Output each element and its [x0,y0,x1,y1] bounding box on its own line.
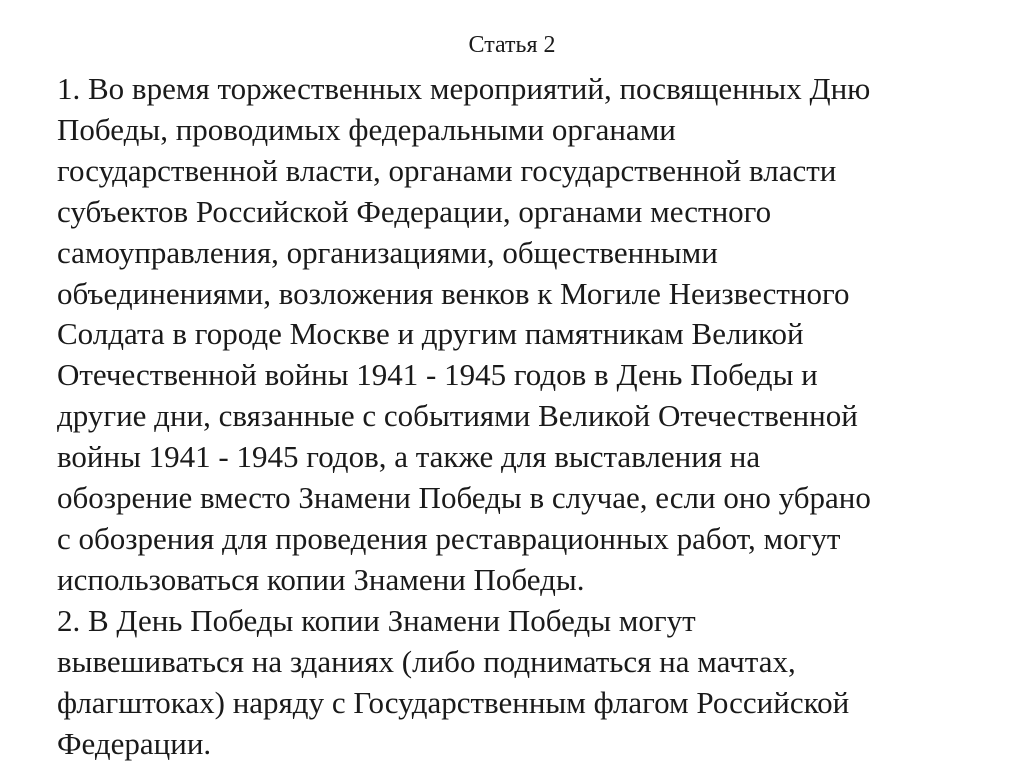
article-line: Федерации. [57,725,212,761]
article-line: субъектов Российской Федерации, органами местного [57,193,772,229]
article-line: объединениями, возложения венков к Могиле Неизвестного [57,275,850,311]
article-line: флагштоках) наряду с Государственным флагом Российской [57,684,850,720]
article-title: Статья 2 [468,32,556,58]
article-line: государственной власти, органами государственной власти [57,152,837,188]
article-line: войны 1941 - 1945 годов, а также для выставления на [57,439,761,475]
article-line: Победы, проводимых федеральными органами [57,111,676,147]
article-line: самоуправления, организациями, общественными [57,234,718,270]
article-line: использоваться копии Знамени Победы. [57,561,585,597]
article-line: 1. Во время торжественных мероприятий, посвященных Дню [57,71,871,106]
article-line: Солдата в городе Москве и другим памятникам Великой [57,316,804,352]
article-line: с обозрения для проведения реставрационных работ, могут [57,520,841,556]
article-line: Отечественной войны 1941 - 1945 годов в День Победы и [57,357,818,393]
article-body [57,69,977,764]
article-line: обозрение вместо Знамени Победы в случае, если оно убрано [57,480,871,516]
article-line: 2. В День Победы копии Знамени Победы могут [57,602,696,638]
article-line: другие дни, связанные с событиями Великой Отечественной [57,398,858,434]
article-line: вывешиваться на зданиях (либо подниматься на мачтах, [57,643,796,679]
